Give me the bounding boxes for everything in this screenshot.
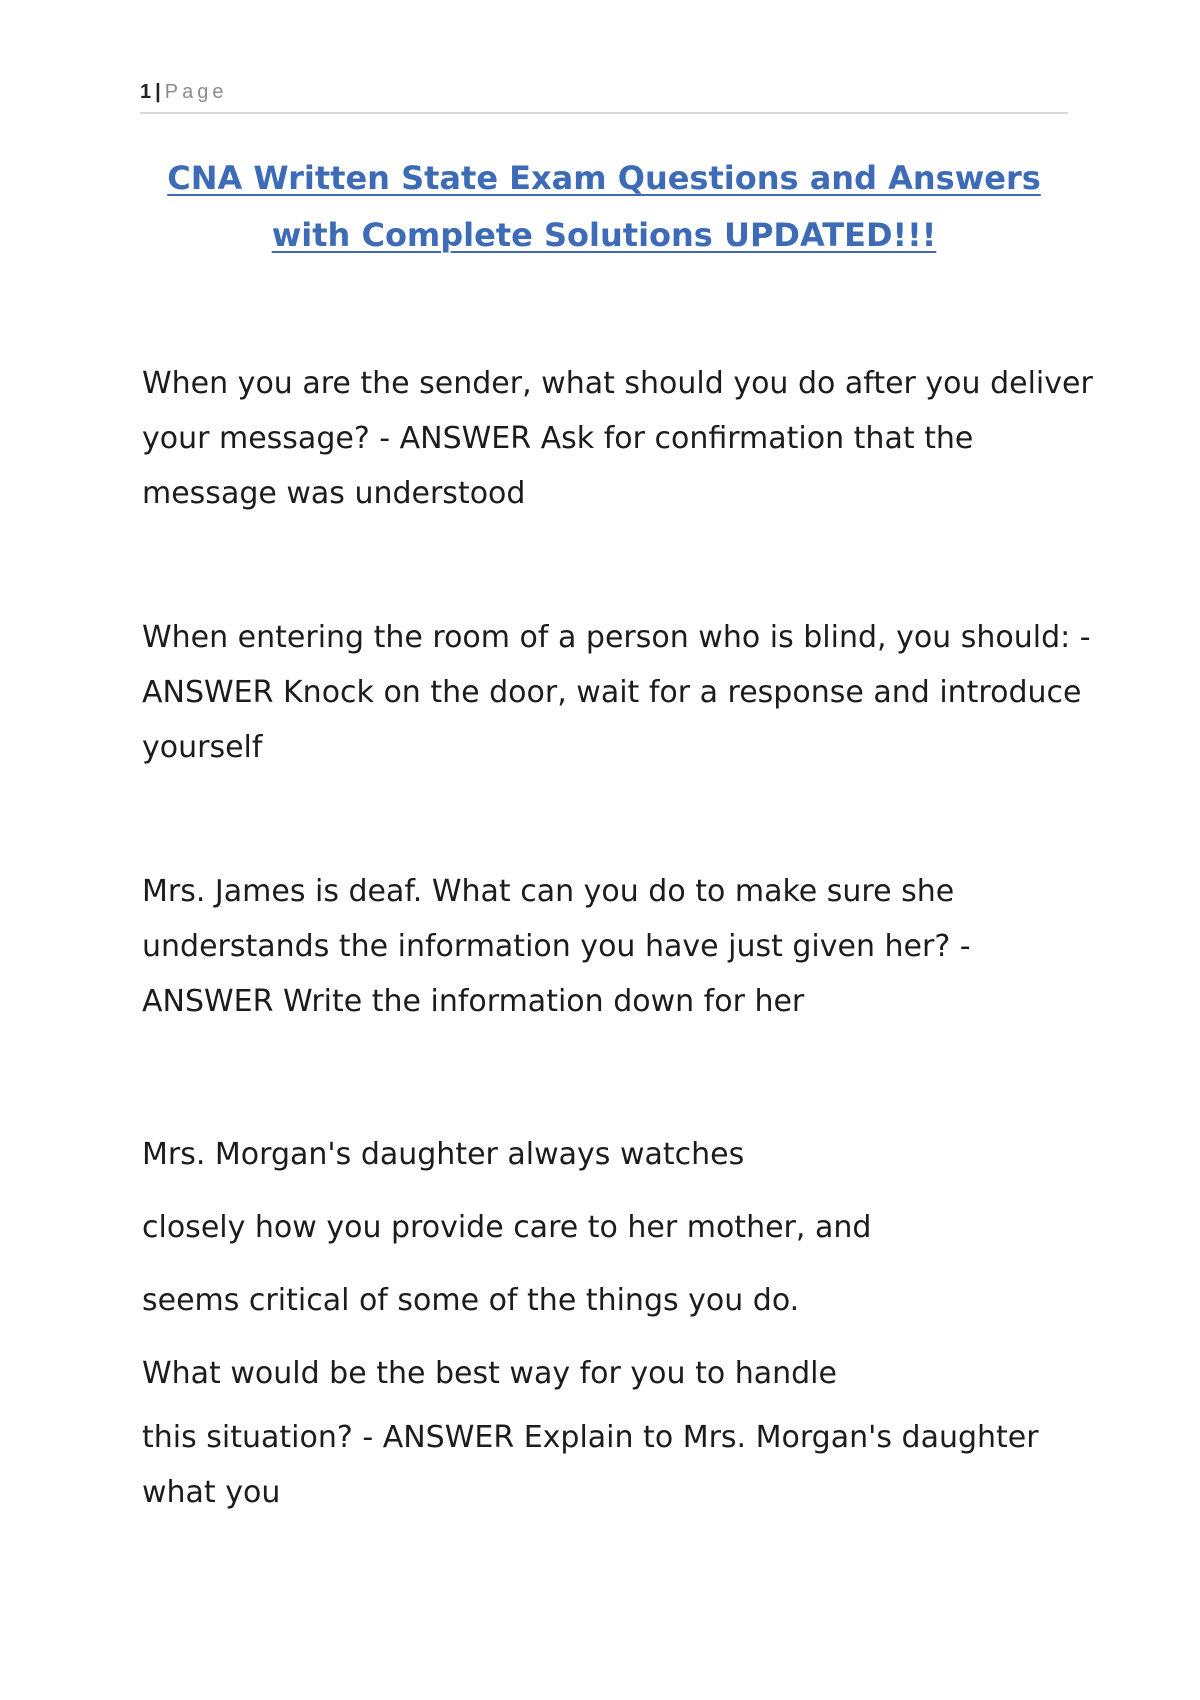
page-header	[140, 78, 1068, 114]
document-title	[140, 150, 1068, 264]
qa-line: Mrs. James is deaf. What can you do to make sure she	[142, 874, 955, 909]
page-label: Page	[164, 81, 228, 103]
qa-line: When you are the sender, what should you do after you deliver	[142, 366, 1093, 401]
qa-line: seems critical of some of the things you do.	[142, 1283, 800, 1318]
qa-line: closely how you provide care to her mother, and	[142, 1210, 872, 1245]
document-title-line-1: CNA Written State Exam Questions and Answers	[167, 159, 1041, 197]
qa-line: When entering the room of a person who is blind, you should: -	[142, 620, 1091, 655]
qa-line: What would be the best way for you to handle	[142, 1356, 837, 1391]
qa-line: message was understood	[142, 476, 526, 511]
qa-line: your message? - ANSWER Ask for confirmation that the	[142, 421, 974, 456]
qa-line: ANSWER Knock on the door, wait for a response and introduce	[142, 675, 1082, 710]
document-title-line-2: with Complete Solutions UPDATED!!!	[271, 216, 937, 254]
qa-line: what you	[142, 1475, 281, 1510]
qa-line: Mrs. Morgan's daughter always watches	[142, 1137, 745, 1172]
page-number: 1	[140, 81, 152, 103]
qa-line: ANSWER Write the information down for her	[142, 984, 805, 1019]
qa-line: yourself	[142, 730, 263, 765]
page-separator: |	[155, 81, 161, 103]
qa-item-3	[142, 864, 1072, 1029]
qa-line: understands the information you have just given her? -	[142, 929, 971, 964]
qa-item-1	[142, 356, 1093, 521]
qa-item-2	[142, 610, 1091, 775]
qa-item-4	[142, 1118, 1072, 1520]
qa-line: this situation? - ANSWER Explain to Mrs. Morgan's daughter	[142, 1420, 1039, 1455]
